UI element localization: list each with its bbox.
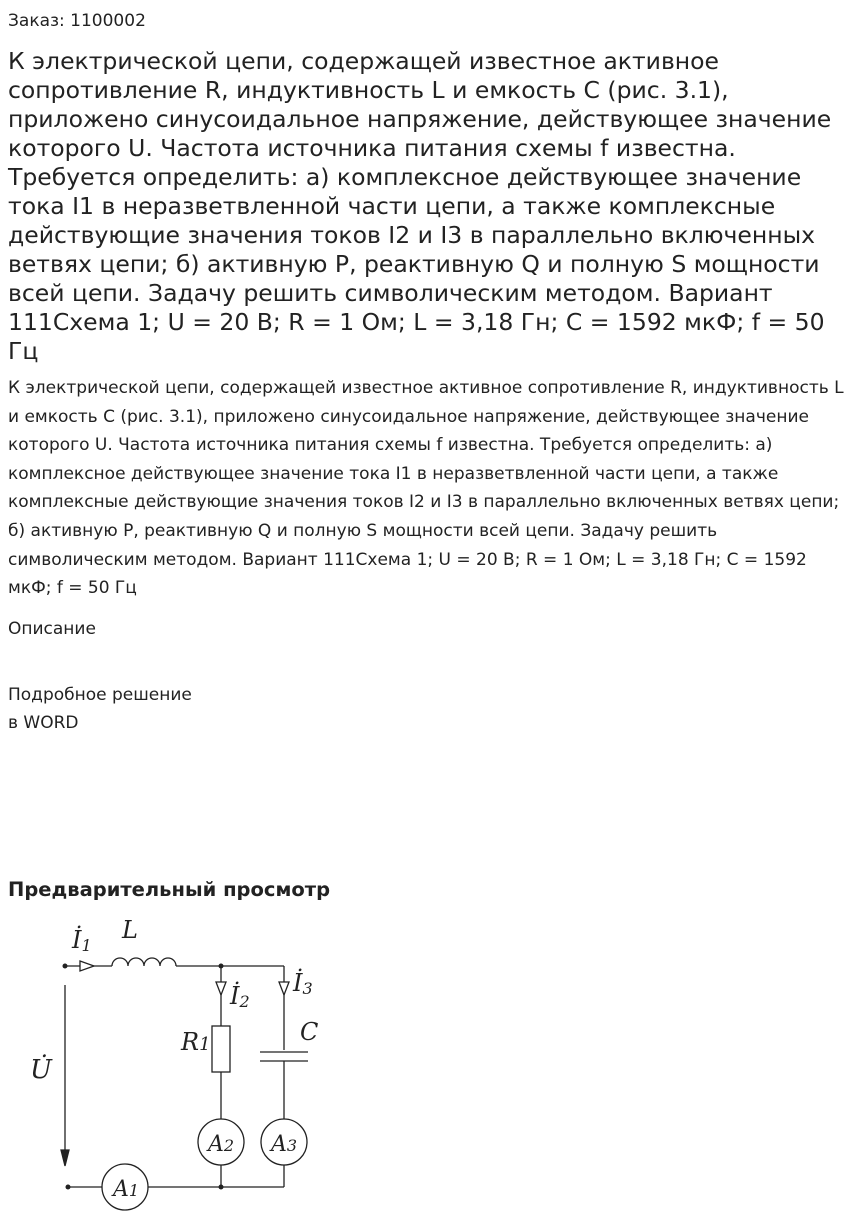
description-line-2: в WORD: [8, 713, 79, 733]
label-voltage: U̇: [30, 1055, 52, 1085]
current-arrow-i3: [279, 982, 289, 995]
label-i2: İ2: [230, 982, 250, 1011]
node-bottom: [219, 1185, 224, 1190]
label-i3: İ3: [293, 969, 313, 998]
label-inductor: L: [122, 916, 138, 944]
description-line-1: Подробное решение: [8, 685, 192, 705]
inductor-coil: [112, 958, 176, 966]
circuit-schematic: [0, 905, 360, 1217]
problem-text: К электрической цепи, содержащей известное активное сопротивление R, индуктивность L и емкость C (рис. 3.1), приложено синусоидальное напряжение, действующее значение которого U. Частота источника питания схемы f известна. Требуется определить: а) комплексное действующее значение тока I1 в неразветвленной части цепи, а также комплексные действующие значения токов I2 и I3 в параллельно включенных ветвях цепи; б) активную P, реактивную Q и полную S мощности всей цепи. Задачу решить символическим методом. Вариант 111Схема 1; U = 20 В; R = 1 Ом; L = 3,18 Гн; C = 1592 мкФ; f = 50 Гц: [8, 378, 844, 599]
description-label: Описание: [8, 619, 96, 639]
label-resistor: R1: [181, 1028, 211, 1056]
label-capacitor: C: [300, 1018, 319, 1046]
terminal-bottom: [66, 1185, 71, 1190]
label-i1: İ1: [72, 926, 92, 955]
terminal-top: [63, 964, 68, 969]
current-arrow-i1: [80, 961, 94, 971]
resistor-r1: [212, 1026, 230, 1072]
page-title: К электрической цепи, содержащей известное активное сопротивление R, индуктивность L и емкость C (рис. 3.1), приложено синусоидальное напряжение, действующее значение которого U. Частота источника питания схемы f известна. Требуется определить: а) комплексное действующее значение тока I1 в неразветвленной части цепи, а также комплексные действующие значения токов I2 и I3 в параллельно включенных ветвях цепи; б) активную P, реактивную Q и полную S мощности всей цепи. Задачу решить символическим методом. Вариант 111Схема 1; U = 20 В; R = 1 Ом; L = 3,18 Гн; C = 1592 мкФ; f = 50 Гц: [8, 47, 832, 365]
label-ammeter-a2: A2: [208, 1132, 235, 1157]
current-arrow-i2: [216, 982, 226, 995]
node-top: [219, 964, 224, 969]
label-ammeter-a1: A1: [113, 1177, 140, 1202]
description-text: [8, 681, 192, 737]
order-number: Заказ: 1100002: [8, 11, 146, 31]
preview-heading: Предварительный просмотр: [8, 878, 331, 901]
voltage-arrow-head: [61, 1150, 69, 1166]
label-ammeter-a3: A3: [271, 1132, 298, 1157]
